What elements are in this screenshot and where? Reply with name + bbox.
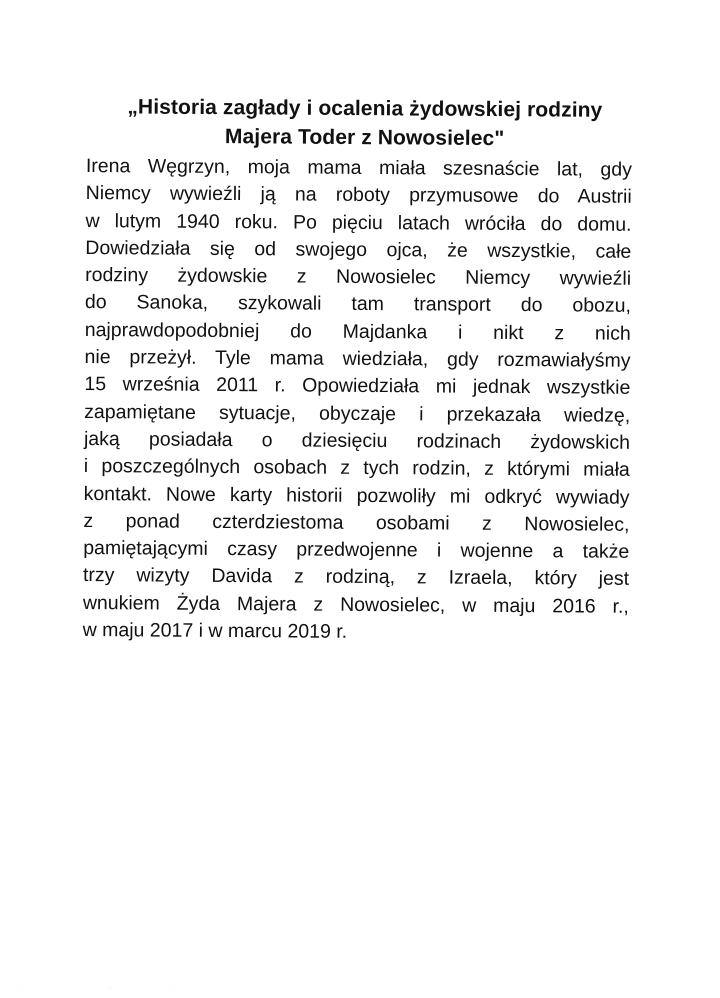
body-line-8: nie przeżył. Tyle mama wiedziała, gdy rozmawiałyśmy [84, 346, 631, 372]
body-line-6: do Sanoka, szykowali tam transport do obozu, [84, 291, 632, 318]
body-line-3: w lutym 1940 roku. Po pięciu latach wróciła do domu. [85, 209, 632, 236]
body-line-7: najprawdopodobniej do Majdanka i nikt z nich [84, 318, 631, 345]
body-line-4: Dowiedziała się od swojego ojca, że wszystkie, całe [85, 236, 632, 263]
document-title [60, 92, 670, 154]
body-line-5: rodziny żydowskie z Nowosielec Niemcy wywieźli [85, 264, 632, 290]
body-line-14: z ponad czterdziestoma osobami z Nowosielec, [83, 509, 630, 536]
document-body [83, 153, 632, 648]
body-line-13: kontakt. Nowe karty historii pozwoliły mi odkryć wywiady [83, 482, 630, 509]
body-line-10: zapamiętane sytuacje, obyczaje i przekazała wiedzę, [84, 400, 631, 427]
title-line-2: Majera Toder z Nowosielec" [224, 125, 505, 151]
body-line-18: w maju 2017 i w marcu 2019 r. [82, 619, 348, 643]
body-line-2: Niemcy wywieźli ją na roboty przymusowe do Austrii [85, 182, 632, 209]
body-line-16: trzy wizyty Davida z rodziną, z Izraela, który jest [82, 564, 630, 591]
scan-noise [12, 986, 212, 992]
body-line-9: 15 września 2011 r. Opowiedziała mi jednak wszystkie [84, 373, 631, 400]
body-line-12: i poszczególnych osobach z tych rodzin, z którymi miała [83, 455, 630, 482]
body-line-1: Irena Węgrzyn, moja mama miała szesnaście lat, gdy [85, 154, 632, 181]
title-line-1: „Historia zagłady i ocalenia żydowskiej rodziny [127, 95, 603, 122]
body-line-11: jaką posiadała o dziesięciu rodzinach żydowskich [83, 427, 631, 454]
body-line-15: pamiętającymi czasy przedwojenne i wojenne a także [83, 537, 630, 563]
body-line-17: wnukiem Żyda Majera z Nowosielec, w maju 2016 r., [82, 591, 629, 618]
